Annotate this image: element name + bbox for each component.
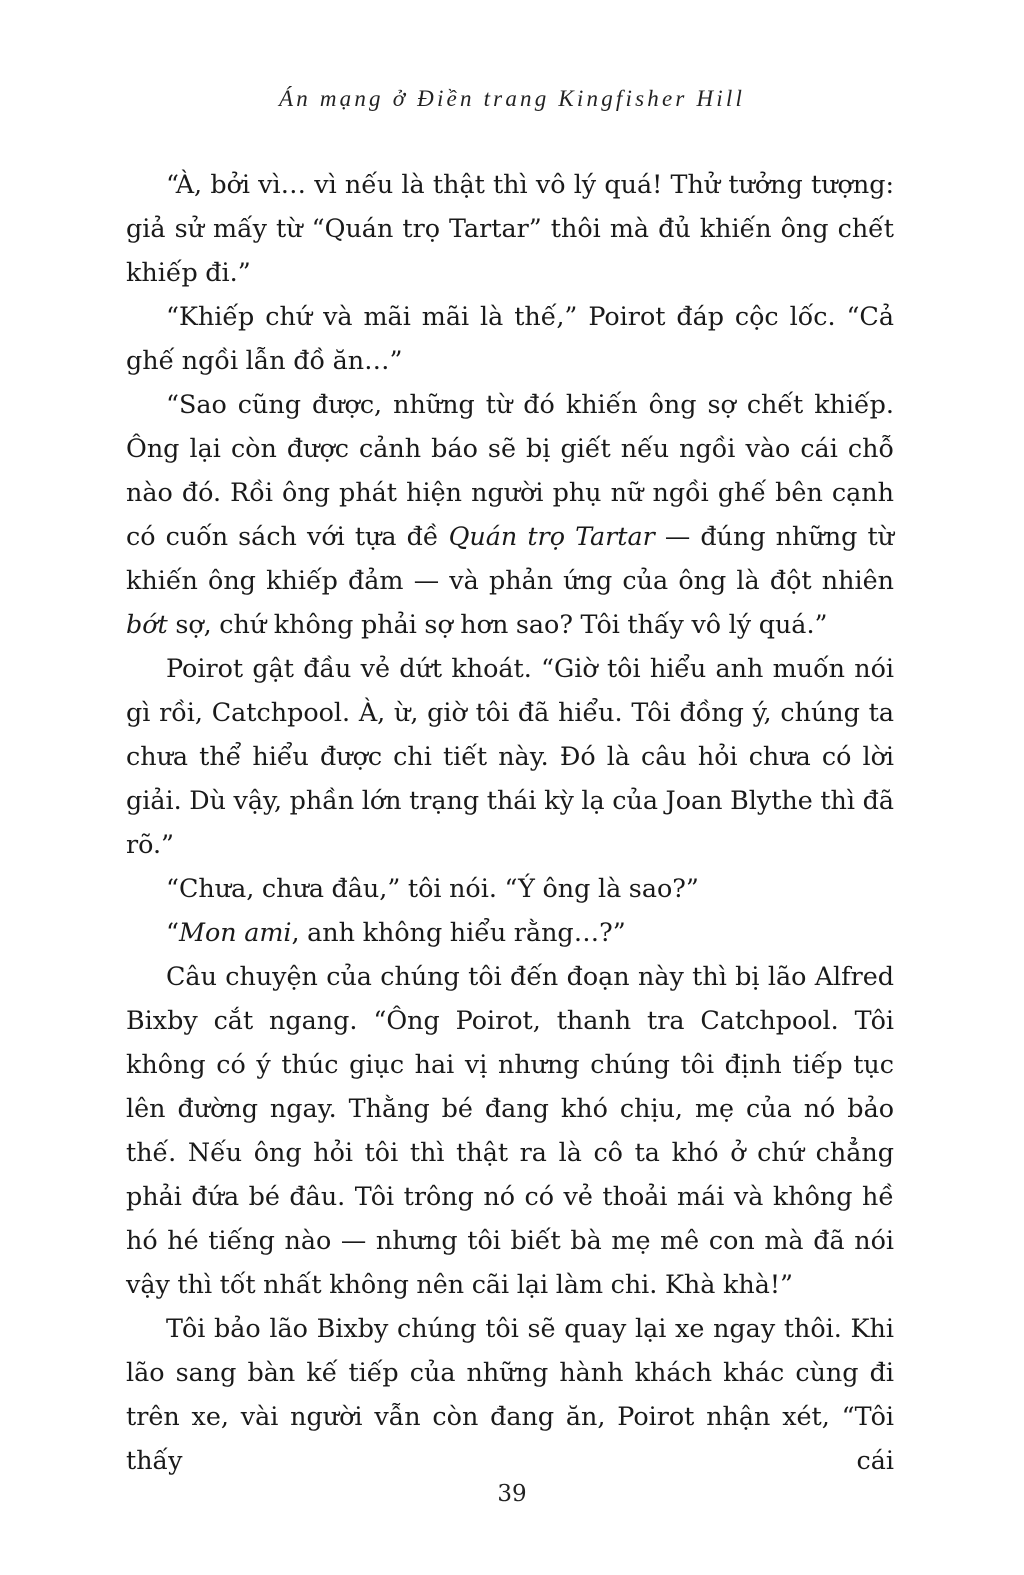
- page-number: 39: [497, 1481, 527, 1507]
- paragraph-4: [126, 646, 894, 866]
- paragraph-6: [126, 910, 894, 954]
- paragraph-text: Poirot gật đầu vẻ dứt khoát. “Giờ tôi hiểu anh muốn nói gì rồi, Catchpool. À, ừ, giờ tôi đã hiểu. Tôi đồng ý, chúng ta chưa thể hiểu được chi tiết này. Đó là câu hỏi chưa có lời giải. Dù vậy, phần lớn trạng thái kỳ lạ của Joan Blythe thì đã rõ.”: [126, 653, 894, 859]
- paragraph-3: [126, 382, 894, 646]
- paragraph-text: “À, bởi vì… vì nếu là thật thì vô lý quá! Thử tưởng tượng: giả sử mấy từ “Quán trọ Tartar” thôi mà đủ khiến ông chết khiếp đi.”: [126, 169, 894, 287]
- paragraph-8: [126, 1306, 894, 1482]
- body-text: [126, 162, 894, 1482]
- paragraph-5: [126, 866, 894, 910]
- paragraph-text: “Chưa, chưa đâu,” tôi nói. “Ý ông là sao?”: [166, 873, 699, 903]
- paragraph-text: “: [166, 917, 179, 947]
- paragraph-text: sợ, chứ không phải sợ hơn sao? Tôi thấy vô lý quá.”: [167, 609, 828, 639]
- emphasis-italic: bớt: [126, 609, 168, 639]
- paragraph-text: “Sao cũng được, những từ đó khiến ông sợ chết khiếp. Ông lại còn được cảnh báo sẽ bị giết nếu ngồi vào cái chỗ nào đó. Rồi ông phát hiện người phụ nữ ngồi ghế bên cạnh có cuốn sách với tựa đề: [126, 389, 894, 551]
- paragraph-text: “Khiếp chứ và mãi mãi là thế,” Poirot đáp cộc lốc. “Cả ghế ngồi lẫn đồ ăn…”: [126, 301, 894, 375]
- paragraph-1: [126, 162, 894, 294]
- paragraph-2: [126, 294, 894, 382]
- foreign-phrase-italic: Mon ami: [178, 917, 292, 947]
- paragraph-7: [126, 954, 894, 1306]
- book-title-italic: Quán trọ Tartar: [448, 521, 655, 551]
- paragraph-text: — đúng những từ khiến ông khiếp đảm — và phản ứng của ông là đột nhiên: [126, 521, 894, 595]
- paragraph-text: Tôi bảo lão Bixby chúng tôi sẽ quay lại xe ngay thôi. Khi lão sang bàn kế tiếp của những hành khách khác cùng đi trên xe, vài người vẫn còn đang ăn, Poirot nhận xét, “Tôi thấy cái: [126, 1313, 894, 1475]
- running-header: Án mạng ở Điền trang Kingfisher Hill: [278, 86, 746, 111]
- paragraph-text: Câu chuyện của chúng tôi đến đoạn này thì bị lão Alfred Bixby cắt ngang. “Ông Poirot, thanh tra Catchpool. Tôi không có ý thúc giục hai vị nhưng chúng tôi định tiếp tục lên đường ngay. Thằng bé đang khó chịu, mẹ của nó bảo thế. Nếu ông hỏi tôi thì thật ra là cô ta khó ở chứ chẳng phải đứa bé đâu. Tôi trông nó có vẻ thoải mái và không hề hó hé tiếng nào — nhưng tôi biết bà mẹ mê con mà đã nói vậy thì tốt nhất không nên cãi lại làm chi. Khà khà!”: [126, 961, 894, 1299]
- paragraph-text: , anh không hiểu rằng…?”: [291, 917, 626, 947]
